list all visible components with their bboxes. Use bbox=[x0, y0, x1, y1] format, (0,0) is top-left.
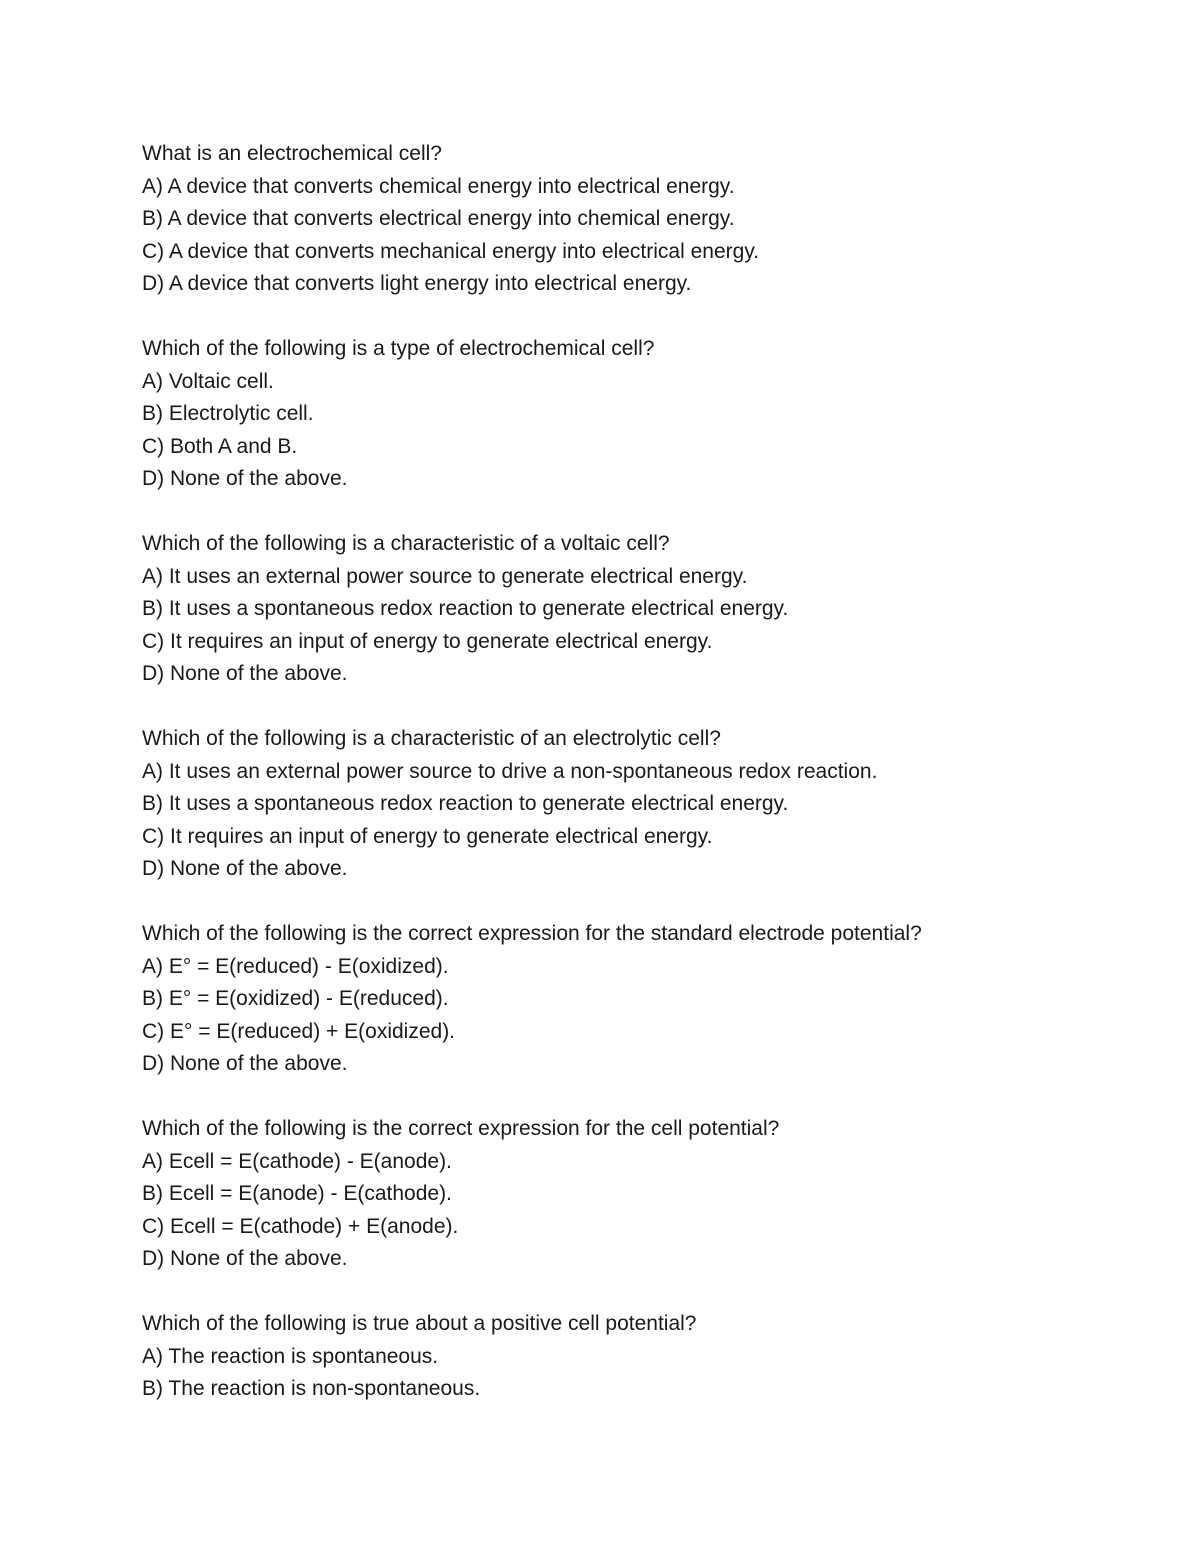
question-prompt: Which of the following is the correct expression for the cell potential? bbox=[142, 1117, 780, 1140]
question-block bbox=[142, 528, 1152, 691]
question-prompt: Which of the following is a characteristic of a voltaic cell? bbox=[142, 532, 670, 555]
question-block bbox=[142, 918, 1152, 1081]
answer-option: A) Voltaic cell. bbox=[142, 369, 274, 393]
answer-option: B) E° = E(oxidized) - E(reduced). bbox=[142, 987, 449, 1010]
question-block bbox=[142, 723, 1152, 886]
question-block bbox=[142, 333, 1152, 496]
answer-option: C) It requires an input of energy to generate electrical energy. bbox=[142, 629, 713, 653]
answer-option: A) It uses an external power source to generate electrical energy. bbox=[142, 564, 748, 588]
answer-option: A) E° = E(reduced) - E(oxidized). bbox=[142, 954, 449, 978]
answer-option: B) The reaction is non-spontaneous. bbox=[142, 1377, 481, 1400]
answer-option: B) Electrolytic cell. bbox=[142, 402, 314, 425]
answer-option: D) None of the above. bbox=[142, 1247, 348, 1270]
answer-option: B) It uses a spontaneous redox reaction to generate electrical energy. bbox=[142, 597, 789, 620]
answer-option: D) None of the above. bbox=[142, 857, 348, 880]
answer-option: B) A device that converts electrical energy into chemical energy. bbox=[142, 207, 735, 230]
answer-option: D) None of the above. bbox=[142, 1052, 348, 1075]
answer-option: A) It uses an external power source to drive a non-spontaneous redox reaction. bbox=[142, 759, 878, 783]
question-block bbox=[142, 1308, 1152, 1406]
answer-option: B) Ecell = E(anode) - E(cathode). bbox=[142, 1182, 452, 1205]
answer-option: D) None of the above. bbox=[142, 662, 348, 685]
question-prompt: Which of the following is true about a positive cell potential? bbox=[142, 1312, 697, 1335]
answer-option: C) Both A and B. bbox=[142, 434, 298, 458]
question-prompt: Which of the following is a type of electrochemical cell? bbox=[142, 337, 655, 360]
answer-option: B) It uses a spontaneous redox reaction to generate electrical energy. bbox=[142, 792, 789, 815]
document-page bbox=[142, 138, 1152, 1438]
answer-option: A) A device that converts chemical energy into electrical energy. bbox=[142, 174, 735, 198]
answer-option: C) It requires an input of energy to generate electrical energy. bbox=[142, 824, 713, 848]
answer-option: C) A device that converts mechanical energy into electrical energy. bbox=[142, 239, 760, 263]
question-prompt: Which of the following is a characteristic of an electrolytic cell? bbox=[142, 727, 721, 750]
question-prompt: Which of the following is the correct expression for the standard electrode potential? bbox=[142, 922, 922, 945]
question-block bbox=[142, 138, 1152, 301]
answer-option: D) None of the above. bbox=[142, 467, 348, 490]
question-prompt: What is an electrochemical cell? bbox=[142, 142, 442, 165]
answer-option: A) Ecell = E(cathode) - E(anode). bbox=[142, 1149, 452, 1173]
question-block bbox=[142, 1113, 1152, 1276]
answer-option: C) E° = E(reduced) + E(oxidized). bbox=[142, 1019, 456, 1043]
answer-option: D) A device that converts light energy into electrical energy. bbox=[142, 272, 692, 295]
answer-option: C) Ecell = E(cathode) + E(anode). bbox=[142, 1214, 459, 1238]
answer-option: A) The reaction is spontaneous. bbox=[142, 1344, 439, 1368]
